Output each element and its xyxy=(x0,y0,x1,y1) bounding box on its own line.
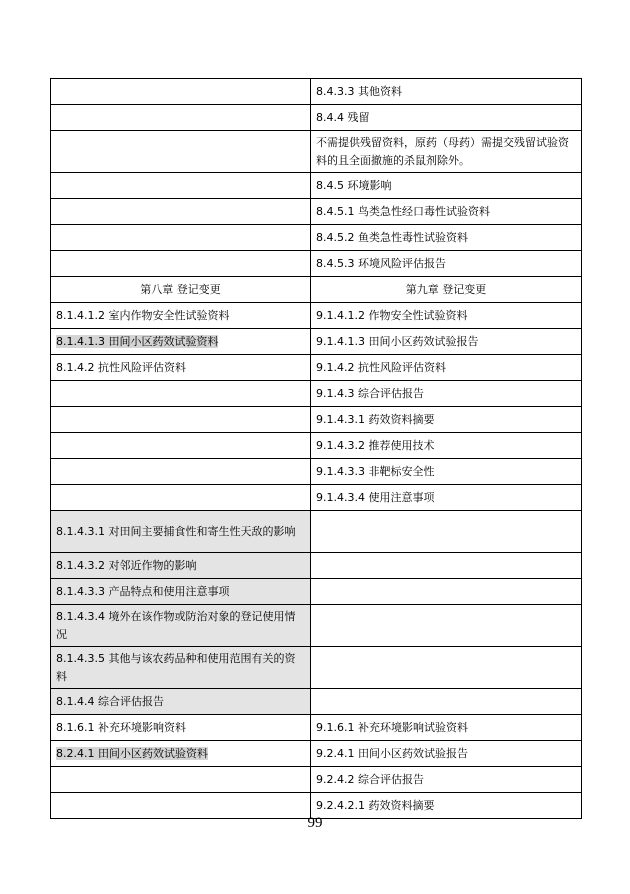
left-cell: 8.1.4.3.5 其他与该农药品种和使用范围有关的资料 xyxy=(51,647,311,689)
table-row xyxy=(51,79,582,105)
right-cell: 8.4.5 环境影响 xyxy=(311,173,582,199)
table-row xyxy=(51,407,582,433)
right-cell: 8.4.4 残留 xyxy=(311,105,582,131)
right-cell: 9.1.6.1 补充环境影响试验资料 xyxy=(311,715,582,741)
chapter-header-row xyxy=(51,277,582,303)
table-row xyxy=(51,511,582,553)
left-cell xyxy=(51,381,311,407)
left-cell: 8.1.6.1 补充环境影响资料 xyxy=(51,715,311,741)
highlighted-text: 8.2.4.1 田间小区药效试验资料 xyxy=(56,746,208,760)
left-cell xyxy=(51,79,311,105)
table-row xyxy=(51,199,582,225)
right-cell: 9.1.4.3.2 推荐使用技术 xyxy=(311,433,582,459)
left-cell xyxy=(51,767,311,793)
left-cell xyxy=(51,225,311,251)
right-cell xyxy=(311,689,582,715)
right-cell: 不需提供残留资料，原药（母药）需提交残留试验资料的且全面撤施的杀鼠剂除外。 xyxy=(311,131,582,173)
left-cell: 8.1.4.2 抗性风险评估资料 xyxy=(51,355,311,381)
table-row xyxy=(51,553,582,579)
table-row xyxy=(51,225,582,251)
table-row xyxy=(51,329,582,355)
right-cell: 9.1.4.3 综合评估报告 xyxy=(311,381,582,407)
table-row xyxy=(51,689,582,715)
table-row xyxy=(51,355,582,381)
table-row xyxy=(51,105,582,131)
right-cell: 8.4.5.3 环境风险评估报告 xyxy=(311,251,582,277)
table-row xyxy=(51,605,582,647)
left-cell xyxy=(51,131,311,173)
left-cell xyxy=(51,741,311,767)
table-row xyxy=(51,741,582,767)
left-cell: 8.1.4.4 综合评估报告 xyxy=(51,689,311,715)
table-row xyxy=(51,579,582,605)
left-cell: 8.1.4.1.2 室内作物安全性试验资料 xyxy=(51,303,311,329)
page-number: 99 xyxy=(307,815,323,831)
table-row xyxy=(51,303,582,329)
left-cell xyxy=(51,105,311,131)
right-cell xyxy=(311,553,582,579)
right-cell: 9.1.4.1.2 作物安全性试验资料 xyxy=(311,303,582,329)
highlighted-text: 8.1.4.1.3 田间小区药效试验资料 xyxy=(56,334,219,348)
table-row xyxy=(51,459,582,485)
right-cell: 9.1.4.1.3 田间小区药效试验报告 xyxy=(311,329,582,355)
left-cell xyxy=(51,251,311,277)
right-cell: 9.1.4.3.4 使用注意事项 xyxy=(311,485,582,511)
right-cell: 9.2.4.2 综合评估报告 xyxy=(311,767,582,793)
left-cell xyxy=(51,459,311,485)
left-cell xyxy=(51,433,311,459)
right-cell xyxy=(311,511,582,553)
left-cell xyxy=(51,329,311,355)
right-cell xyxy=(311,605,582,647)
table-row xyxy=(51,173,582,199)
right-cell: 8.4.5.2 鱼类急性毒性试验资料 xyxy=(311,225,582,251)
comparison-table xyxy=(50,78,582,819)
right-cell: 9.2.4.1 田间小区药效试验报告 xyxy=(311,741,582,767)
chapter-heading-left: 第八章 登记变更 xyxy=(51,277,311,303)
table-row xyxy=(51,251,582,277)
left-cell xyxy=(51,485,311,511)
right-cell: 9.1.4.2 抗性风险评估资料 xyxy=(311,355,582,381)
table-row xyxy=(51,647,582,689)
left-cell: 8.1.4.3.2 对邻近作物的影响 xyxy=(51,553,311,579)
right-cell: 9.1.4.3.1 药效资料摘要 xyxy=(311,407,582,433)
right-cell: 9.2.4.2.1 药效资料摘要 xyxy=(311,793,582,819)
left-cell: 8.1.4.3.3 产品特点和使用注意事项 xyxy=(51,579,311,605)
right-cell xyxy=(311,647,582,689)
chapter-heading-right: 第九章 登记变更 xyxy=(311,277,582,303)
left-cell xyxy=(51,407,311,433)
right-cell: 8.4.3.3 其他资料 xyxy=(311,79,582,105)
right-cell: 8.4.5.1 鸟类急性经口毒性试验资料 xyxy=(311,199,582,225)
left-cell: 8.1.4.3.4 境外在该作物或防治对象的登记使用情况 xyxy=(51,605,311,647)
table-row xyxy=(51,433,582,459)
right-cell xyxy=(311,579,582,605)
table-row xyxy=(51,381,582,407)
right-cell: 9.1.4.3.3 非靶标安全性 xyxy=(311,459,582,485)
left-cell xyxy=(51,173,311,199)
table-row xyxy=(51,485,582,511)
left-cell xyxy=(51,199,311,225)
left-cell: 8.1.4.3.1 对田间主要捕食性和寄生性天敌的影响 xyxy=(51,511,311,553)
table-row xyxy=(51,767,582,793)
table-row xyxy=(51,131,582,173)
table-row xyxy=(51,715,582,741)
